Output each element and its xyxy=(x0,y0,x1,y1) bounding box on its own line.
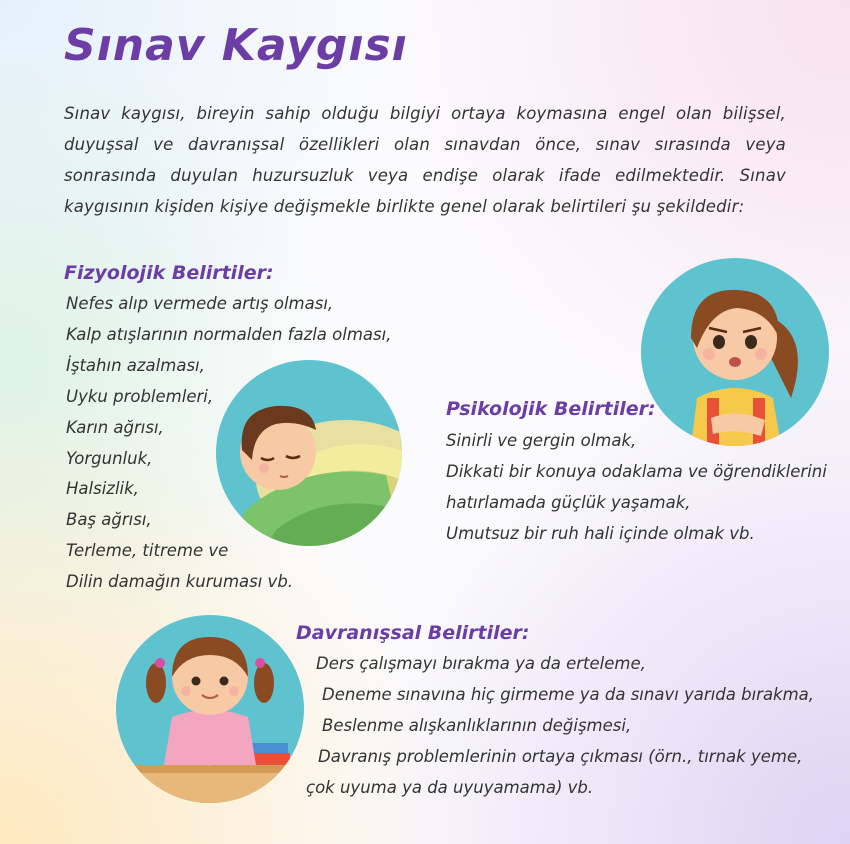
list-item: Yorgunluk, xyxy=(66,449,153,468)
list-item: Halsizlik, xyxy=(66,479,139,498)
list-item: Sinirli ve gergin olmak, xyxy=(446,431,637,450)
list-item: Baş ağrısı, xyxy=(66,510,152,529)
list-item: Umutsuz bir ruh hali içinde olmak vb. xyxy=(446,524,755,543)
list-item: Ders çalışmayı bırakma ya da erteleme, xyxy=(316,654,646,673)
list-item: Nefes alıp vermede artış olması, xyxy=(66,294,334,313)
sleeping-child-illustration xyxy=(216,360,402,546)
list-item: Kalp atışlarının normalden fazla olması, xyxy=(66,325,392,344)
list-item: Beslenme alışkanlıklarının değişmesi, xyxy=(322,716,632,735)
list-item: çok uyuma ya da uyuyamama) vb. xyxy=(306,778,594,797)
page-title: Sınav Kaygısı xyxy=(64,20,408,71)
list-item: Dikkati bir konuya odaklama ve öğrendiklerini xyxy=(446,462,827,481)
psikolojik-heading: Psikolojik Belirtiler: xyxy=(446,398,656,420)
psikolojik-list xyxy=(446,431,846,551)
list-item: Karın ağrısı, xyxy=(66,418,164,437)
list-item: Dilin damağın kuruması vb. xyxy=(66,572,294,591)
list-item: Terleme, titreme ve xyxy=(66,541,229,560)
worried-girl-illustration xyxy=(641,258,829,446)
list-item: Deneme sınavına hiç girmeme ya da sınavı yarıda bırakma, xyxy=(322,685,815,704)
fizyolojik-heading: Fizyolojik Belirtiler: xyxy=(64,262,274,284)
list-item: Davranış problemlerinin ortaya çıkması (örn., tırnak yeme, xyxy=(318,747,803,766)
studying-girl-illustration xyxy=(116,615,304,803)
list-item: Uyku problemleri, xyxy=(66,387,214,406)
intro-paragraph: Sınav kaygısı, bireyin sahip olduğu bilgiyi ortaya koymasına engel olan bilişsel, duyuşsal ve davranışsal özellikleri olan sınavdan önce, sınav sırasında veya sonrasında duyulan huzursuzluk veya endişe olarak ifade edilmektedir. Sınav kaygısının kişiden kişiye değişmekle birlikte genel olarak belirtileri şu şekildedir: xyxy=(64,104,786,216)
list-item: İştahın azalması, xyxy=(66,356,205,375)
davranissal-heading: Davranışsal Belirtiler: xyxy=(296,622,530,644)
list-item: hatırlamada güçlük yaşamak, xyxy=(446,493,691,512)
